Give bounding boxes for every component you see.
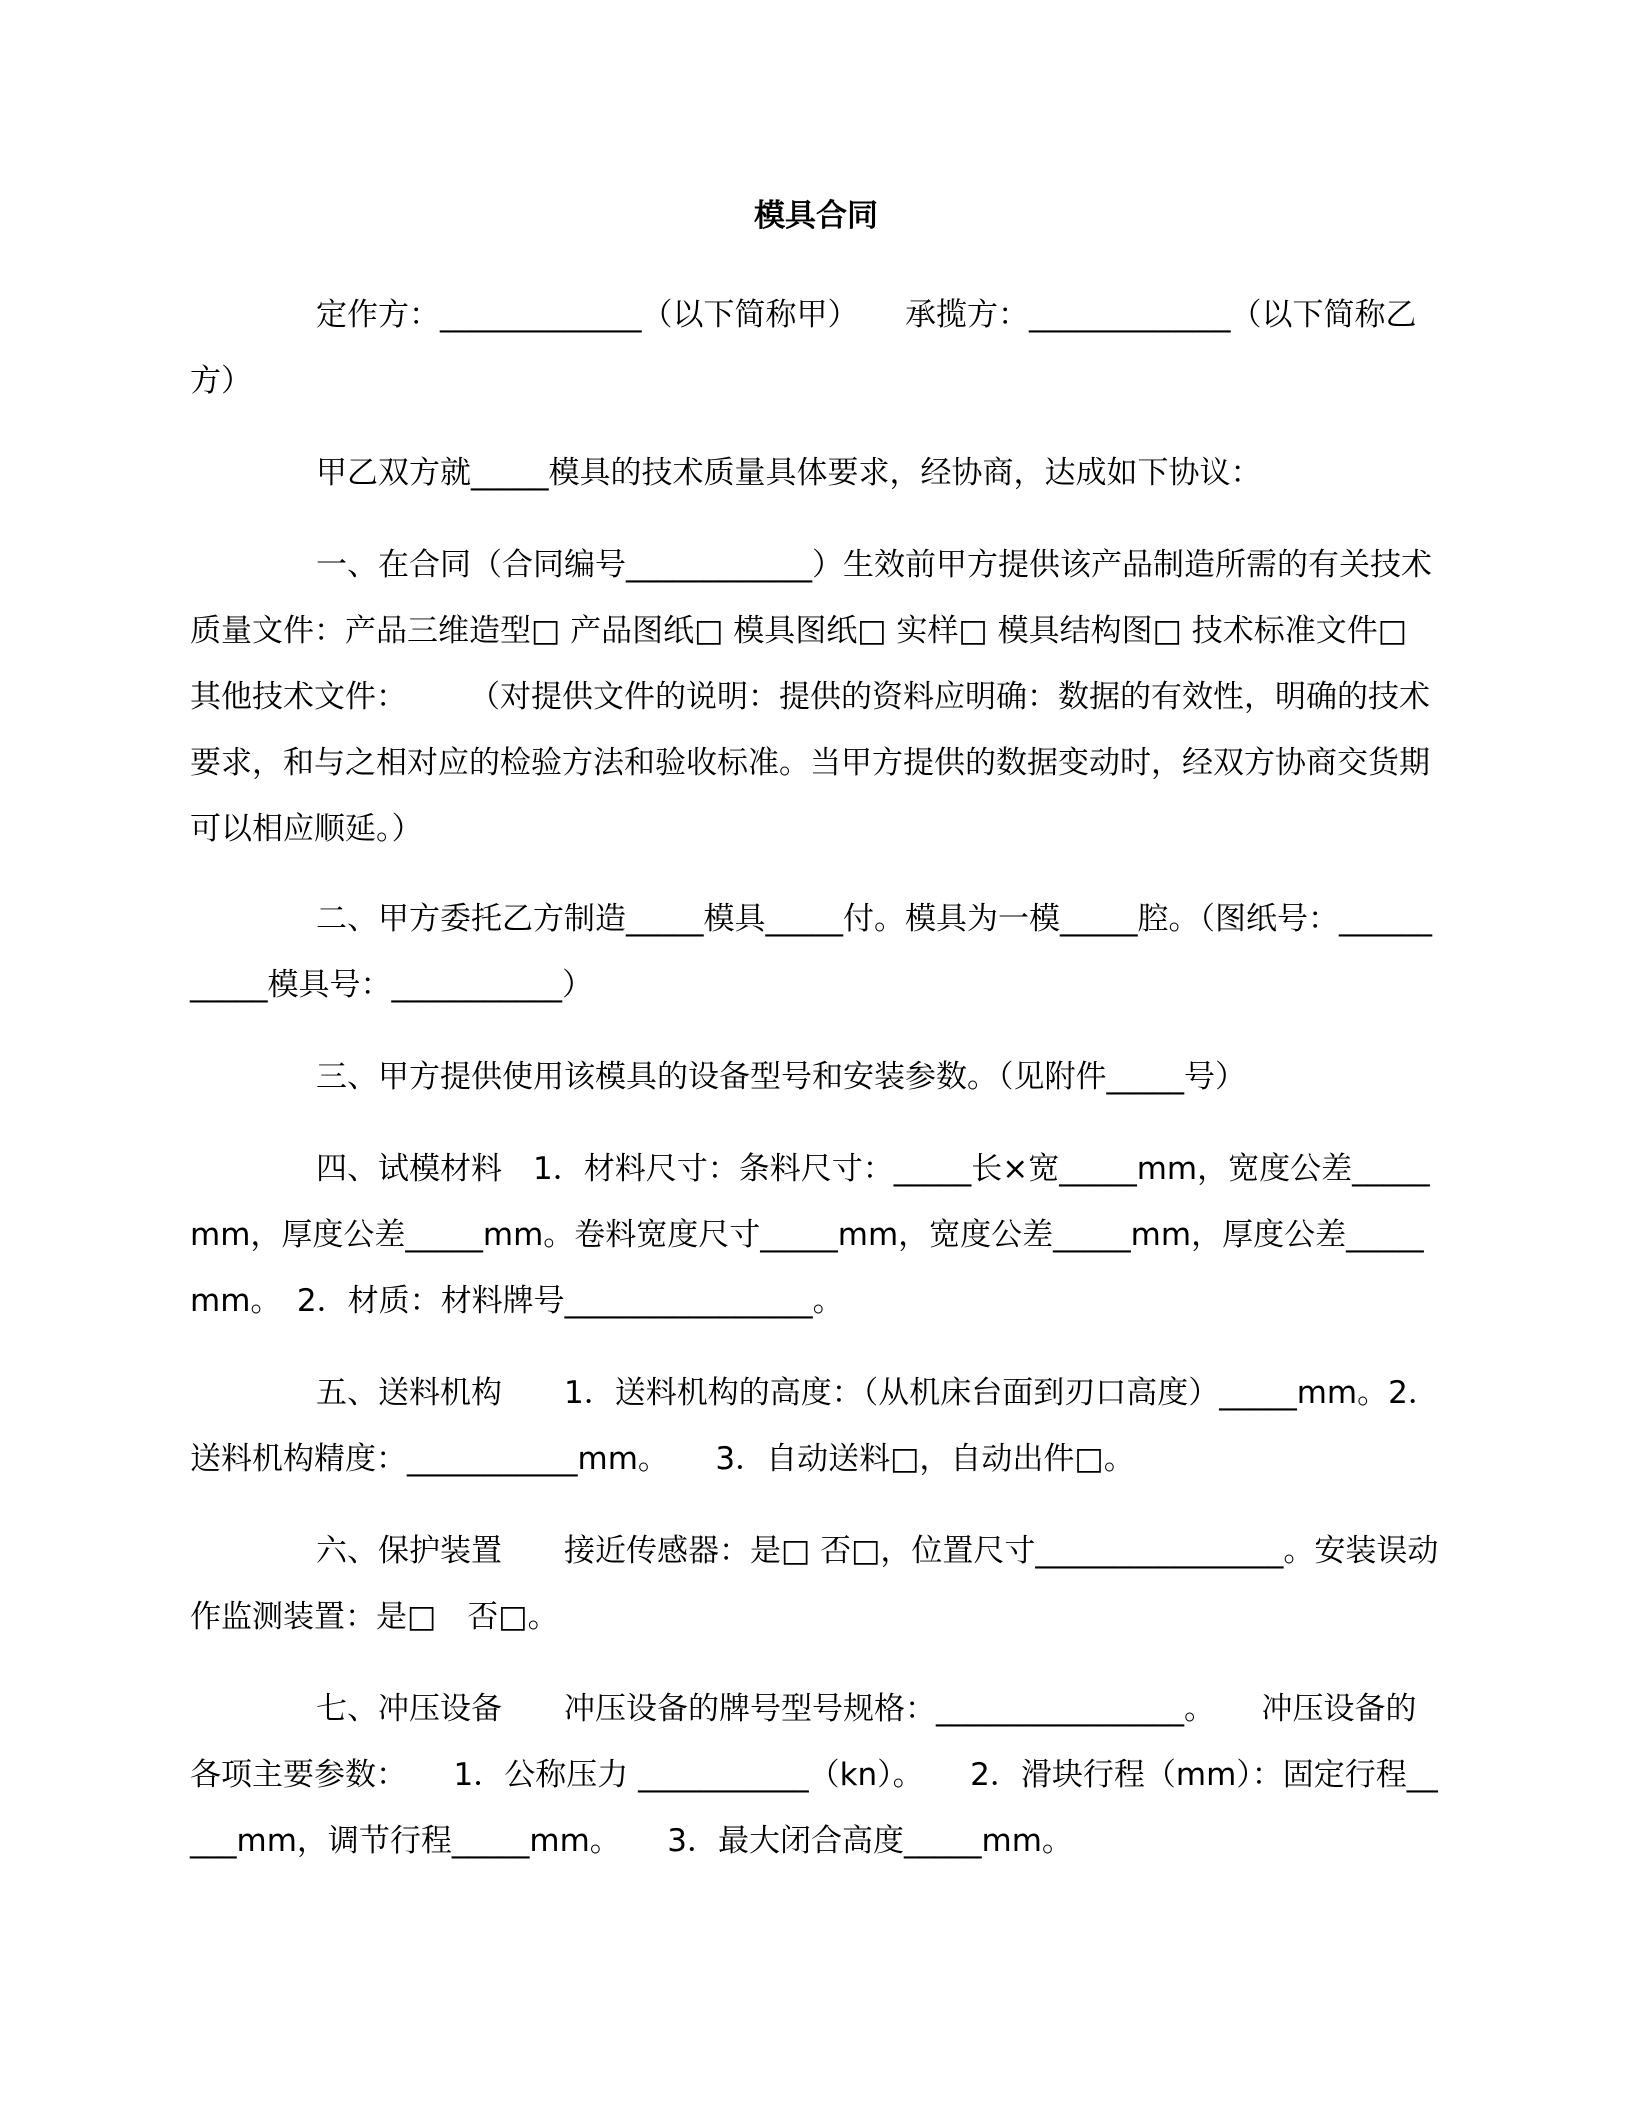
clause-6-paragraph: 六、保护装置 接近传感器：是□ 否□，位置尺寸________________。安装误动作监测装置：是□ 否□。 (190, 1533, 1439, 1635)
clause-5-paragraph: 五、送料机构 1．送料机构的高度：（从机床台面到刃口高度）_____mm。2．送料机构精度：___________mm。 3．自动送料□，自动出件□。 (190, 1375, 1439, 1477)
clause-2-paragraph: 二、甲方委托乙方制造_____模具_____付。模具为一模_____腔。（图纸号：___________模具号：___________） (190, 901, 1432, 1003)
document-title: 模具合同 (754, 198, 878, 234)
intro-paragraph: 甲乙双方就_____模具的技术质量具体要求，经协商，达成如下协议： (316, 455, 1262, 491)
parties-paragraph: 定作方：_____________（以下简称甲） 承揽方：_____________（以下简称乙方） (190, 297, 1417, 399)
clause-7-paragraph: 七、冲压设备 冲压设备的牌号型号规格：________________。 冲压设备的各项主要参数： 1．公称压力 ___________（kn）。 2．滑块行程（mm）：固定行程_____mm，调节行程_____mm。 3．最大闭合高度_____mm。 (190, 1691, 1438, 1859)
clause-4-paragraph: 四、试模材料 1．材料尺寸：条料尺寸：_____长×宽_____mm，宽度公差_____mm，厚度公差_____mm。卷料宽度尺寸_____mm，宽度公差_____mm，厚度公差_____mm。 2．材质：材料牌号________________。 (190, 1151, 1430, 1319)
clause-1-paragraph: 一、在合同（合同编号____________）生效前甲方提供该产品制造所需的有关技术质量文件：产品三维造型□ 产品图纸□ 模具图纸□ 实样□ 模具结构图□ 技术标准文件□ 其他技术文件： （对提供文件的说明：提供的资料应明确：数据的有效性，明确的技术要求，和与之相对应的检验方法和验收标准。当甲方提供的数据变动时，经双方协商交货期可以相应顺延。） (190, 547, 1432, 847)
clause-3-paragraph: 三、甲方提供使用该模具的设备型号和安装参数。（见附件_____号） (316, 1059, 1246, 1095)
